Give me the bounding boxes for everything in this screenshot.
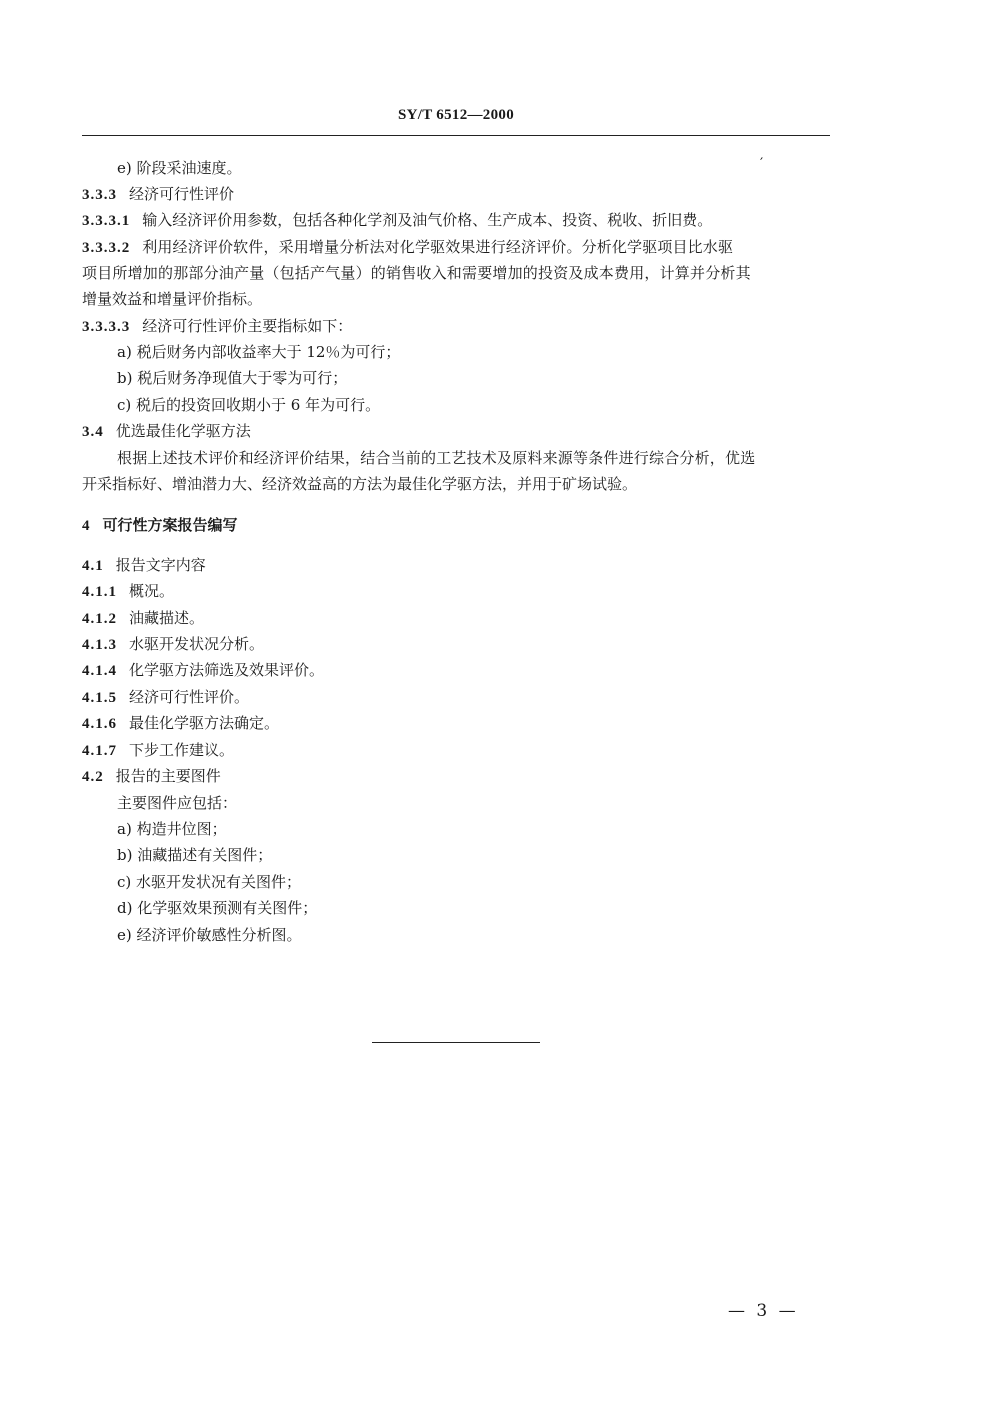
para-3-3-3-1: 3.3.3.1 输入经济评价用参数，包括各种化学剂及油气价格、生产成本、投资、税收、折旧费。 [82,211,713,229]
item-c-payback: c) 税后的投资回收期小于 6 年为可行。 [117,396,381,414]
item-e-stage-rate: e) 阶段采油速度。 [117,159,242,177]
standard-code-header: SY/T 6512—2000 [397,107,515,123]
item-4-1-2: 4.1.2 油藏描述。 [82,609,205,627]
para-3-3-3-2-line1: 3.3.3.2 利用经济评价软件，采用增量分析法对化学驱效果进行经济评价。分析化学驱项目比水驱 [82,238,734,256]
header-rule [82,135,830,136]
item-4-1-5: 4.1.5 经济可行性评价。 [82,688,250,706]
item-4-1-4: 4.1.4 化学驱方法筛选及效果评价。 [82,661,325,679]
item-4-1-7: 4.1.7 下步工作建议。 [82,741,235,759]
stray-mark: ′ [760,156,764,172]
para-3-3-3-2-line2: 项目所增加的那部分油产量（包括产气量）的销售收入和需要增加的投资及成本费用，计算并分析其 [82,264,751,282]
item-b-npv: b) 税后财务净现值大于零为可行； [117,369,348,387]
para-3-4-line2: 开采指标好、增油潜力大、经济效益高的方法为最佳化学驱方法，并用于矿场试验。 [82,475,638,493]
end-rule [372,1042,540,1043]
item-4-1-3: 4.1.3 水驱开发状况分析。 [82,635,265,653]
para-3-4-line1: 根据上述技术评价和经济评价结果，结合当前的工艺技术及原料来源等条件进行综合分析，优选 [117,449,756,467]
heading-4-2: 4.2 报告的主要图件 [82,767,221,785]
page-number: — 3 — [728,1301,799,1321]
para-3-3-3-3: 3.3.3.3 经济可行性评价主要指标如下： [82,317,353,335]
item-4-1-6: 4.1.6 最佳化学驱方法确定。 [82,714,280,732]
item-b-reservoir-figures: b) 油藏描述有关图件； [117,846,273,864]
item-c-waterflood-figures: c) 水驱开发状况有关图件； [117,873,302,891]
heading-3-3-3: 3.3.3 经济可行性评价 [82,185,235,203]
para-4-2-intro: 主要图件应包括： [117,794,238,812]
item-a-irr: a) 税后财务内部收益率大于 12％为可行； [117,343,401,361]
item-a-structure-map: a) 构造井位图； [117,820,227,838]
para-3-3-3-2-line3: 增量效益和增量评价指标。 [82,290,263,308]
heading-4-1: 4.1 报告文字内容 [82,556,206,574]
item-4-1-1: 4.1.1 概况。 [82,582,175,600]
heading-4: 4 可行性方案报告编写 [82,516,238,534]
heading-3-4: 3.4 优选最佳化学驱方法 [82,422,251,440]
item-e-sensitivity-chart: e) 经济评价敏感性分析图。 [117,926,302,944]
item-d-forecast-figures: d) 化学驱效果预测有关图件； [117,899,318,917]
